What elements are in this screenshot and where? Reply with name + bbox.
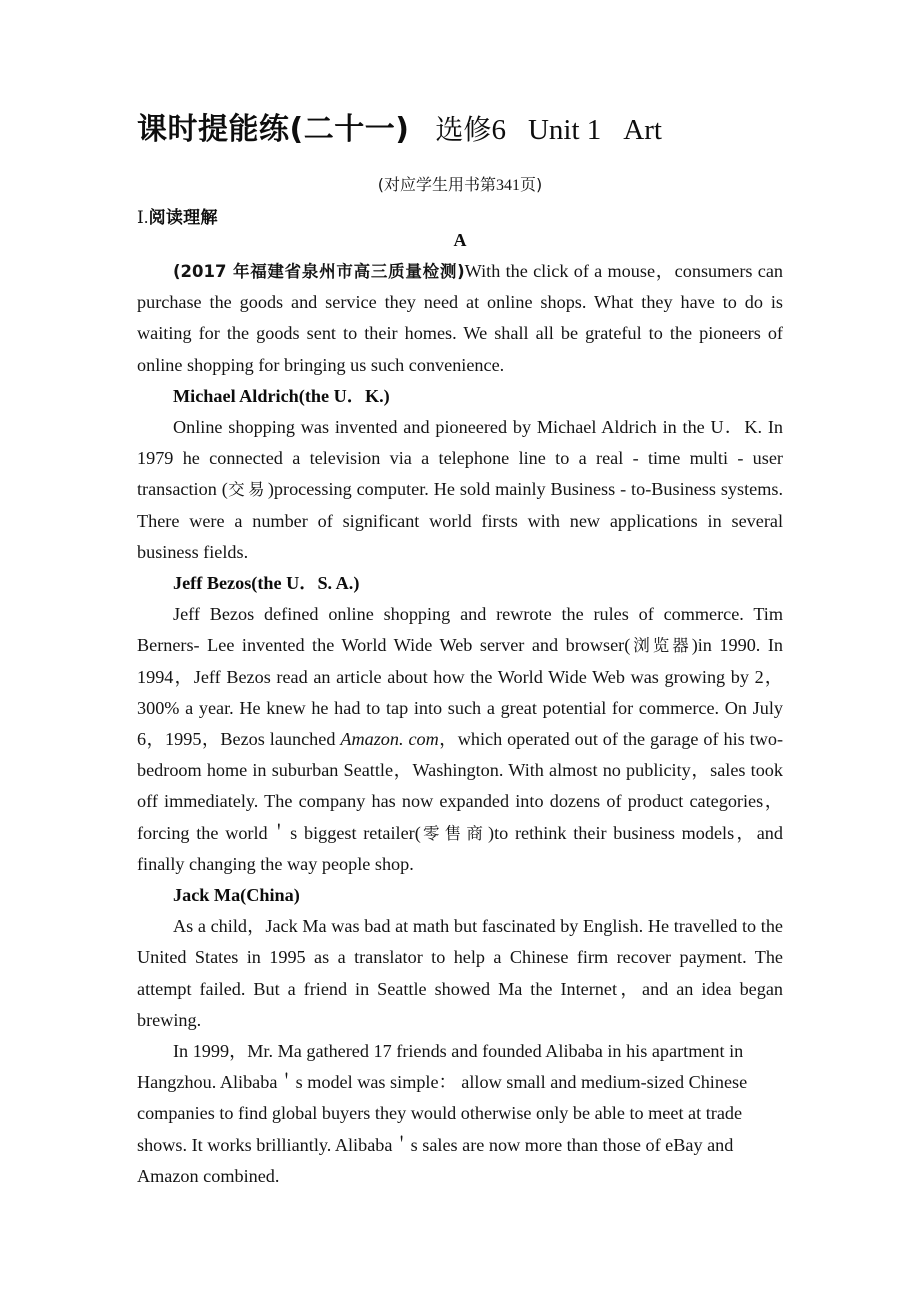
paragraph-intro-text: With the click of a mouse，consumers can purchase the goods and service they need at online shops. What they have to do is waiting for the goods sent to their homes. We shall all be grateful to the pioneers of online shopping for bringing us such convenience. [137, 261, 784, 375]
textbook-label-cn: 选修 [435, 113, 492, 146]
student-book-reference [0, 172, 920, 195]
aldrich-text-part-2: )processing computer. He sold mainly Business - to-Business systems. There were a number of significant world firsts with new applications in several business fields. [137, 479, 783, 562]
subheading-jeff-bezos: Jeff Bezos(the U．S. A.) [173, 573, 360, 594]
section-roman-numeral: Ⅰ [137, 208, 145, 227]
paragraph-michael-aldrich [137, 412, 783, 568]
paragraph-alibaba [137, 1036, 783, 1192]
subheading-jack-ma: Jack Ma(China) [173, 885, 300, 906]
gloss-browser-cn: 浏览器 [630, 636, 692, 656]
gloss-retailer-cn: 零售商 [420, 823, 489, 843]
textbook-number: 6 [491, 114, 506, 146]
bezos-text-part-1: Jeff Bezos defined online shopping and rewrote the rules of commerce. Tim Berners- Lee invented the World Wide Web server and browser( [137, 604, 783, 656]
bezos-text-part-4: )to rethink their business models，and finally changing the way people shop. [137, 822, 783, 874]
section-heading-label: 阅读理解 [148, 208, 218, 228]
bezos-text-part-3: ，which operated out of the garage of his two-bedroom home in suburban Seattle，Washington. With almost no publicity，sales took off immediately. The company has now expanded into dozens of product categories，forcing the world＇s biggest retailer( [137, 729, 784, 843]
section-dot: . [144, 208, 149, 227]
amazon-domain-italic: Amazon. com [340, 729, 439, 750]
passage-label-a: A [453, 230, 467, 250]
student-book-suffix: 页) [520, 175, 543, 194]
bezos-text-part-2: )in 1990. In 1994，Jeff Bezos read an article about how the World Wide Web was growing by 2，300% a year. He knew he had to tap into such a great potential for commerce. On July 6，1995，Bezos launched [137, 635, 784, 750]
gloss-transaction-cn: 交易 [227, 480, 268, 500]
exercise-title-cn: 课时提能练(二十一) [137, 112, 410, 147]
unit-label: Unit 1 [527, 114, 602, 146]
paragraph-jack-ma [137, 911, 783, 1036]
exam-source-citation: (2017 年福建省泉州市高三质量检测) [173, 262, 465, 281]
paragraph-jeff-bezos [137, 599, 783, 880]
alibaba-text: In 1999，Mr. Ma gathered 17 friends and founded Alibaba in his apartment in Hangzhou. Alibaba＇s model was simple： allow small and medium-sized Chinese companies to find global buyers they would otherwise only be able to meet at trade shows. It works brilliantly. Alibaba＇s sales are now more than those of eBay and Amazon combined. [137, 1041, 748, 1186]
section-heading-reading-comprehension [137, 203, 218, 228]
page-title [137, 104, 787, 152]
passage-body [137, 256, 783, 1192]
jack-ma-text: As a child，Jack Ma was bad at math but fascinated by English. He travelled to the United States in 1995 as a translator to help a Chinese firm recover payment. The attempt failed. But a friend in Seattle showed Ma the Internet，and an idea began brewing. [137, 916, 783, 1030]
aldrich-text-part-1: Online shopping was invented and pioneered by Michael Aldrich in the U．K. In 1979 he connected a television via a telephone line to a real - time multi - user transaction ( [137, 417, 783, 500]
student-book-prefix: (对应学生用书第 [377, 175, 496, 194]
subheading-michael-aldrich: Michael Aldrich(the U．K.) [173, 385, 390, 406]
paragraph-intro [137, 256, 783, 381]
student-book-page-number: 341 [496, 177, 520, 194]
unit-topic: Art [623, 114, 662, 146]
